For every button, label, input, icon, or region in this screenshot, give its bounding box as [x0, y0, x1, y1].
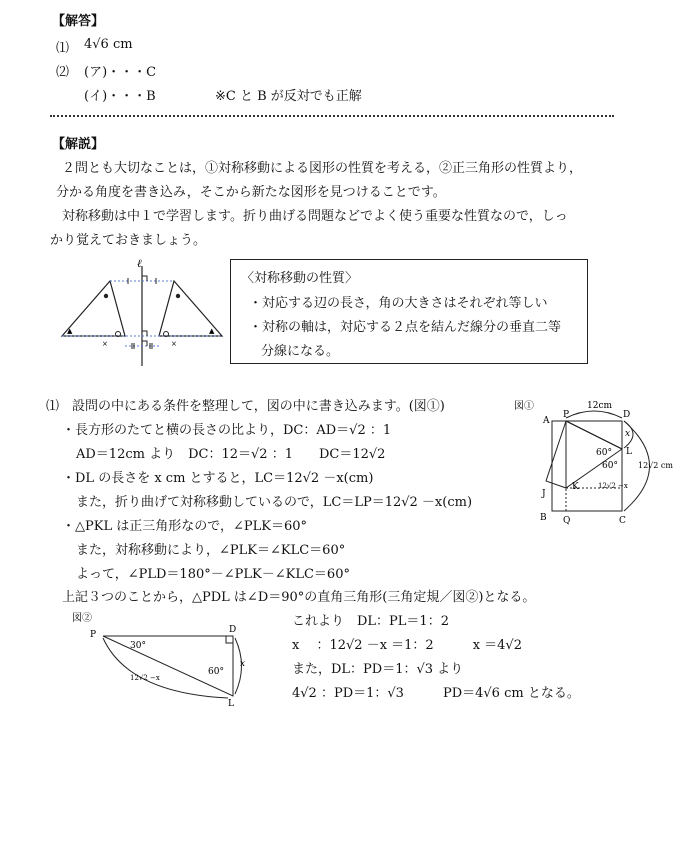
fig2-label-P: P — [90, 630, 97, 640]
figure-2 — [68, 608, 253, 708]
explanation-paragraph1-line2: 分かる角度を書き込み，そこから新たな図形を見つけることです。 — [56, 185, 446, 200]
explanation-paragraph1-line1: ２問とも大切なことは，①対称移動による図形の性質を考える，②正三角形の性質より， — [62, 161, 583, 176]
fig2-label-x: x — [240, 659, 246, 669]
bullet3-line1: ・△PKL は正三角形なので，∠PLK＝60° — [62, 519, 307, 534]
svg-text:×: × — [171, 340, 177, 348]
svg-text:▲: ▲ — [67, 327, 73, 335]
bullet2-line1: ・DL の長さを x cm とすると，LC＝12√2 －x(cm) — [62, 471, 374, 486]
property-item-2-line1: ・対称の軸は，対応する２点を結んだ線分の垂直二等 — [249, 320, 562, 335]
fig1-label-Q: Q — [563, 516, 571, 526]
q2-answer-a: (ア)・・・C — [84, 65, 157, 80]
fig1-angle-1: 60° — [596, 448, 612, 458]
q2-answer-b: (イ)・・・B — [84, 89, 156, 104]
bullet1-line2: AD＝12cm より DC：12＝√2 ：1 DC＝12√2 — [76, 447, 386, 462]
fig1-caption: 図① — [514, 401, 534, 412]
fig1-label-A: A — [543, 416, 550, 426]
fig2-caption: 図② — [72, 613, 92, 624]
svg-text:▲: ▲ — [209, 327, 215, 335]
solution-line4: 4√2 ：PD＝1：√3 PD＝4√6 cm となる。 — [292, 686, 580, 701]
q1-answer: 4√6 cm — [84, 37, 133, 52]
q1-number: ⑴ — [56, 41, 70, 56]
figure-1 — [510, 396, 685, 531]
fig1-label-C: C — [619, 516, 626, 526]
fig1-label-D: D — [623, 410, 631, 420]
property-item-1: ・対応する辺の長さ，角の大きさはそれぞれ等しい — [249, 296, 548, 311]
bullet3-line3: よって，∠PLD＝180°－∠PLK－∠KLC＝60° — [76, 567, 350, 582]
property-item-2-line2: 分線になる。 — [261, 344, 340, 359]
fig1-angle-2: 60° — [602, 461, 618, 471]
axis-label: ℓ — [137, 258, 142, 270]
fig1-lc-length: 12√2 −x — [598, 482, 628, 490]
fig1-top-length: 12cm — [587, 401, 613, 411]
solution-line3: また，DL：PD＝1：√3 より — [292, 662, 464, 677]
bullet1-line1: ・長方形のたてと横の長さの比より，DC：AD＝√2 ：1 — [62, 423, 392, 438]
fig2-pl-length: 12√2 −x — [130, 674, 160, 682]
svg-text:×: × — [102, 340, 108, 348]
q2-note: ※C と B が反対でも正解 — [215, 89, 362, 104]
solution-line1: これより DL：PL＝1：2 — [292, 614, 449, 629]
reflection-diagram — [58, 258, 226, 368]
fig1-label-K: K — [572, 482, 579, 492]
explanation-heading: 【解説】 — [52, 137, 105, 152]
answer-heading: 【解答】 — [52, 14, 105, 29]
explanation-paragraph2-line1: 対称移動は中１で学習します。折り曲げる問題などでよく使う重要な性質なので，しっ — [62, 209, 568, 224]
fig1-label-x: x — [625, 429, 631, 439]
property-box-title: 〈対称移動の性質〉 — [241, 271, 359, 286]
fig1-dc-length: 12√2 cm — [638, 461, 673, 470]
fig1-label-L: L — [626, 447, 632, 457]
fig2-angle-P: 30° — [130, 641, 146, 651]
fig1-label-J: J — [542, 489, 546, 499]
section-divider — [50, 115, 614, 117]
part1-intro: ⑴ 設問の中にある条件を整理して，図の中に書き込みます。(図①) — [46, 399, 445, 414]
fig2-label-L: L — [228, 699, 234, 708]
conclusion: 上記３つのことから，△PDL は∠D＝90°の直角三角形(三角定規／図②)となる。 — [62, 590, 536, 605]
bullet3-line2: また，対称移動により，∠PLK＝∠KLC＝60° — [76, 543, 346, 558]
fig2-angle-L: 60° — [208, 667, 224, 677]
bullet2-line2: また，折り曲げて対称移動しているので，LC＝LP＝12√2 －x(cm) — [76, 495, 473, 510]
fig1-label-P: P — [563, 410, 570, 420]
solution-line2: x ：12√2 －x ＝1：2 x ＝4√2 — [292, 638, 522, 653]
explanation-paragraph2-line2: かり覚えておきましょう。 — [50, 233, 207, 248]
q2-number: ⑵ — [56, 65, 70, 80]
property-box — [230, 259, 588, 364]
fig2-label-D: D — [229, 625, 237, 635]
fig1-label-B: B — [540, 513, 547, 523]
